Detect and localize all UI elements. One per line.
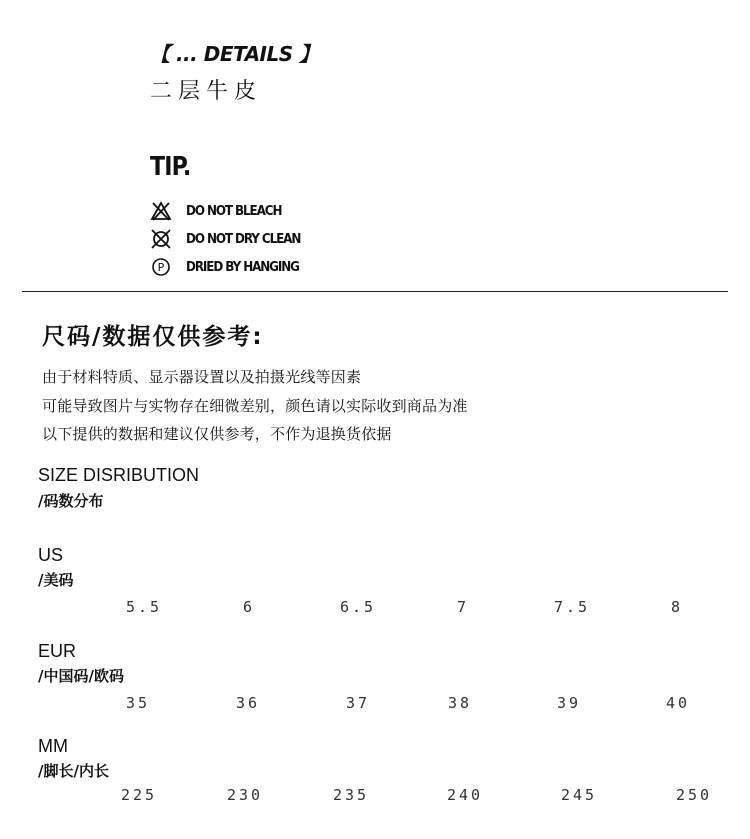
mm-sublabel: /脚长/内长 [38,762,109,780]
us-size-value: 7.5 [554,598,591,616]
us-sublabel: /美码 [38,571,74,589]
size-heading: 尺码/数据仅供参考: [42,324,264,350]
eur-size-value: 38 [448,694,473,712]
mm-size-value: 230 [227,786,264,804]
size-distribution-title: SIZE DISRIBUTION [38,465,200,485]
dried-by-hanging-icon [150,256,172,278]
care-label: DRIED BY HANGING [186,259,299,275]
mm-size-value: 250 [676,786,713,804]
eur-sublabel: /中国码/欧码 [38,667,124,685]
eur-size-value: 37 [346,694,371,712]
eur-size-value: 36 [236,694,261,712]
us-size-value: 7 [457,598,470,616]
us-size-value: 6 [243,598,256,616]
eur-size-value: 39 [557,694,582,712]
mm-size-value: 235 [333,786,370,804]
mm-label: MM [38,736,68,756]
details-title: 【 ... DETAILS 】 [150,42,319,66]
eur-label: EUR [38,641,77,661]
tip-title: TIP. [150,152,191,182]
section-divider [22,291,728,292]
care-item-do-not-dry-clean [150,228,310,250]
note-line: 由于材料特质、显示器设置以及拍摄光线等因素 [42,368,362,386]
mm-size-value: 245 [561,786,598,804]
svg-text:P: P [157,261,165,274]
do-not-bleach-icon [150,200,172,222]
care-label: DO NOT DRY CLEAN [186,231,301,247]
mm-size-value: 225 [121,786,158,804]
us-size-value: 5.5 [126,598,163,616]
mm-size-value: 240 [447,786,484,804]
us-size-value: 6.5 [340,598,377,616]
eur-size-value: 35 [126,694,151,712]
eur-size-value: 40 [666,694,691,712]
material-value: 二层牛皮 [150,79,263,104]
us-label: US [38,545,64,565]
care-label: DO NOT BLEACH [186,203,282,219]
us-size-value: 8 [671,598,684,616]
care-item-do-not-bleach [150,200,290,222]
note-line: 可能导致图片与实物存在细微差别，颜色请以实际收到商品为准 [42,397,468,415]
note-line: 以下提供的数据和建议仅供参考，不作为退换货依据 [42,425,392,443]
size-distribution-subtitle: /码数分布 [38,492,104,510]
do-not-dry-clean-icon [150,228,172,250]
care-item-dried-by-hanging [150,256,309,278]
